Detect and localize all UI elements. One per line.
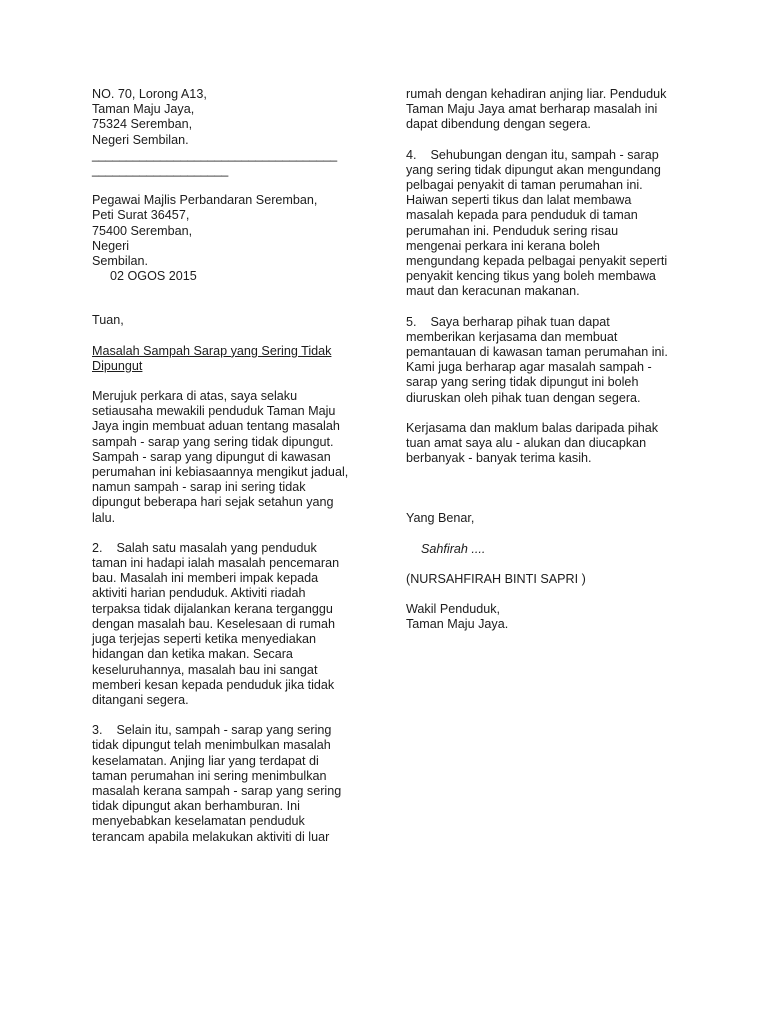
paragraph-line: Merujuk perkara di atas, saya selaku [92, 389, 298, 404]
paragraph-line: sarap yang sering tidak dipungut ini boleh [406, 375, 639, 390]
paragraph-2 [92, 541, 364, 708]
paragraph-line: mengenai perkara ini kerana boleh [406, 238, 600, 253]
paragraph-line: penyakit kencing tikus yang boleh membawa [406, 269, 656, 284]
closing-paragraph [406, 421, 678, 467]
recipient-address [92, 193, 364, 284]
paragraph-line: tuan amat saya alu - alukan dan diucapkan [406, 436, 647, 451]
signatory-name: (NURSAHFIRAH BINTI SAPRI ) [406, 571, 586, 586]
paragraph-line: 5. Saya berharap pihak tuan dapat [406, 314, 610, 329]
paragraph-line: keselamatan. Anjing liar yang terdapat di [92, 753, 319, 768]
subject-line: Dipungut [92, 358, 143, 373]
paragraph-line: perumahan ini kebiasaannya mengikut jadual, [92, 465, 349, 480]
paragraph-line: dipungut beberapa hari sejak setahun yang [92, 495, 334, 510]
paragraph-line: taman perumahan ini sering menimbulkan [92, 768, 327, 783]
letter-date: 02 OGOS 2015 [110, 269, 197, 284]
paragraph-line: memberikan kerjasama dan membuat [406, 329, 618, 344]
paragraph-line: namun sampah - sarap ini sering tidak [92, 480, 306, 495]
paragraph-line: lalu. [92, 510, 116, 525]
paragraph-line: berbanyak - banyak terima kasih. [406, 451, 592, 466]
paragraph-line: 2. Salah satu masalah yang penduduk [92, 540, 317, 555]
paragraph-line: bau. Masalah ini memberi impak kepada [92, 571, 319, 586]
paragraph-line: Taman Maju Jaya amat berharap masalah ini [406, 102, 658, 117]
salutation: Tuan, [92, 313, 124, 328]
paragraph-line: masalah kerana sampah - sarap yang sering [92, 783, 342, 798]
signatory-role [406, 602, 678, 632]
sender-address-line: NO. 70, Lorong A13, [92, 87, 207, 101]
paragraph-line: Sampah - sarap yang dipungut di kawasan [92, 449, 331, 464]
separator-line: ____________________________________ [92, 147, 337, 162]
paragraph-line: tidak dipungut telah menimbulkan masalah [92, 738, 331, 753]
paragraph-line: mengundang kepada pelbagai penyakit seperti [406, 254, 668, 269]
paragraph-line: Kerjasama dan maklum balas daripada pihak [406, 420, 659, 435]
sender-address-line: Negeri Sembilan. [92, 132, 189, 147]
sender-address-line: Taman Maju Jaya, [92, 102, 195, 117]
paragraph-line: hidangan dan ketika makan. Secara [92, 647, 293, 662]
signature: Sahfirah .... [421, 541, 486, 556]
paragraph-line: juga terjejas seperti ketika menyediakan [92, 632, 317, 647]
paragraph-line: Haiwan seperti tikus dan lalat membawa [406, 193, 632, 208]
paragraph-line: perumahan ini. Penduduk sering risau [406, 223, 619, 238]
subject [92, 344, 364, 374]
recipient-address-line: Peti Surat 36457, [92, 208, 190, 223]
sender-address [92, 87, 364, 148]
sender-address-line: 75324 Seremban, [92, 117, 193, 132]
paragraph-line: menyebabkan keselamatan penduduk [92, 814, 305, 829]
paragraph-4 [406, 148, 678, 300]
signatory-role-line: Taman Maju Jaya. [406, 617, 509, 632]
paragraph-line: aktiviti harian penduduk. Aktiviti riadah [92, 586, 306, 601]
paragraph-line: Kami juga berharap agar masalah sampah - [406, 360, 652, 375]
paragraph-line: masalah kepada para penduduk di taman [406, 208, 638, 223]
paragraph-3-continued [406, 87, 678, 133]
separator-line: ____________________ [92, 163, 229, 178]
paragraph-line: pelbagai penyakit di taman perumahan ini. [406, 178, 643, 193]
paragraph-line: tidak dipungut akan berhamburan. Ini [92, 799, 300, 814]
paragraph-line: dengan masalah bau. Keselesaan di rumah [92, 616, 335, 631]
recipient-address-line: Sembilan. [92, 254, 149, 269]
paragraph-line: Jaya ingin membuat aduan tentang masalah [92, 419, 340, 434]
recipient-address-line: Negeri [92, 238, 130, 253]
paragraph-line: pemantauan di kawasan taman perumahan ini. [406, 345, 668, 360]
paragraph-3 [92, 723, 364, 845]
paragraph-line: terpaksa tidak dijalankan kerana terganggu [92, 601, 333, 616]
paragraph-line: 4. Sehubungan dengan itu, sampah - sarap [406, 147, 659, 162]
subject-line: Masalah Sampah Sarap yang Sering Tidak [92, 343, 332, 358]
signatory-role-line: Wakil Penduduk, [406, 602, 501, 617]
paragraph-line: diuruskan oleh pihak tuan dengan segera. [406, 390, 641, 405]
paragraph-line: memberi kesan kepada penduduk jika tidak [92, 677, 335, 692]
paragraph-line: taman ini hadapi ialah masalah pencemaran [92, 556, 340, 571]
recipient-address-line: Pegawai Majlis Perbandaran Seremban, [92, 193, 318, 208]
paragraph-line: rumah dengan kehadiran anjing liar. Penduduk [406, 87, 667, 101]
paragraph-line: sampah - sarap yang sering tidak dipungut. [92, 434, 334, 449]
paragraph-line: ditangani segera. [92, 692, 189, 707]
closing-phrase: Yang Benar, [406, 511, 475, 526]
paragraph-line: yang sering tidak dipungut akan mengundang [406, 162, 661, 177]
paragraph-line: maut dan keracunan makanan. [406, 284, 580, 299]
paragraph-line: keseluruhannya, masalah bau ini sangat [92, 662, 318, 677]
paragraph-line: setiausaha mewakili penduduk Taman Maju [92, 404, 336, 419]
paragraph-1 [92, 389, 364, 526]
right-column [406, 87, 678, 632]
paragraph-line: 3. Selain itu, sampah - sarap yang sering [92, 723, 332, 738]
separator [92, 148, 364, 178]
recipient-address-line: 75400 Seremban, [92, 223, 193, 238]
paragraph-5 [406, 315, 678, 406]
paragraph-line: terancam apabila melakukan aktiviti di luar [92, 829, 330, 844]
paragraph-line: dapat dibendung dengan segera. [406, 117, 591, 132]
left-column [92, 87, 364, 845]
